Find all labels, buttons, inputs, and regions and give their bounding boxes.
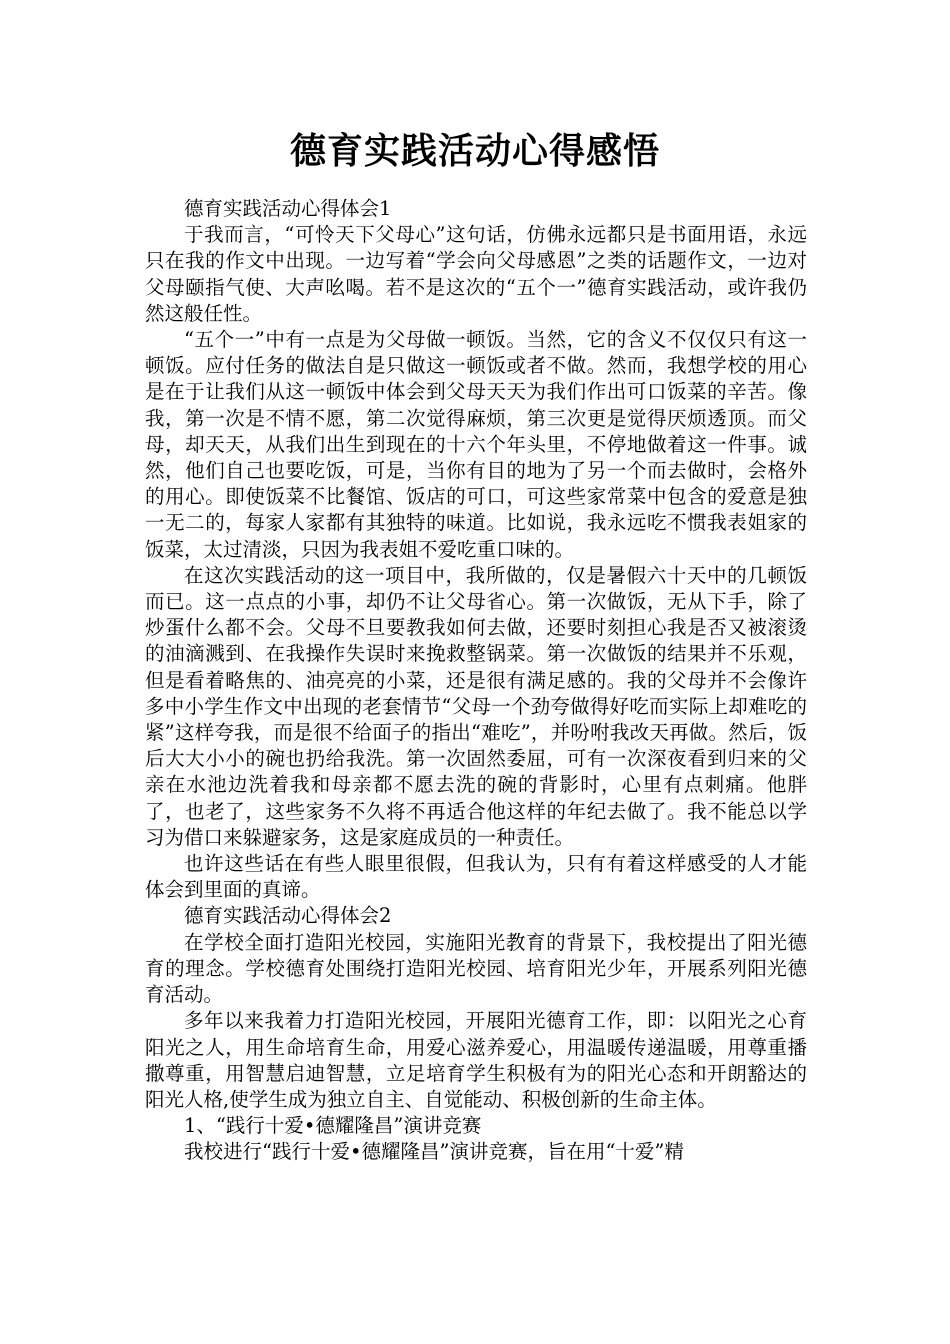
section-heading-1: 德育实践活动心得体会1	[184, 197, 392, 220]
paragraph: 我校进行“践行十爱•德耀隆昌”演讲竞赛，旨在用“十爱”精	[184, 1140, 684, 1164]
paragraph: “五个一”中有一点是为父母做一顿饭。当然，它的含义不仅仅只有这一顿饭。应付任务的做法自是只做这一顿饭或者不做。然而，我想学校的用心是在于让我们从这一顿饭中体会到父母天天为我们作出可口饭菜的辛苦。像我，第一次是不情不愿，第二次觉得麻烦，第三次更是觉得厌烦透顶。而父母，却天天，从我们出生到现在的十六个年头里，不停地做着这一件事。诚然，他们自己也要吃饭，可是，当你有目的地为了另一个而去做时，会格外的用心。即使饭菜不比餐馆、饭店的可口，可这些家常菜中包含的爱意是独一无二的，每家人家都有其独特的味道。比如说，我永远吃不惯我表姐家的饭菜，太过清淡，只因为我表姐不爱吃重口味的。	[145, 328, 807, 561]
paragraph: 也许这些话在有些人眼里很假，但我认为，只有有着这样感受的人才能体会到里面的真谛。	[145, 852, 807, 902]
list-item-heading: 1、“践行十爱•德耀隆昌”演讲竞赛	[184, 1114, 482, 1138]
paragraph: 在学校全面打造阳光校园，实施阳光教育的背景下，我校提出了阳光德育的理念。学校德育处围绕打造阳光校园、培育阳光少年，开展系列阳光德育活动。	[145, 930, 807, 1007]
document-body	[145, 196, 807, 1166]
paragraph: 多年以来我着力打造阳光校园，开展阳光德育工作，即：以阳光之心育阳光之人，用生命培育生命，用爱心滋养爱心，用温暖传递温暖，用尊重播撒尊重，用智慧启迪智慧，立足培育学生积极有为的阳光心态和开朗豁达的阳光人格,使学生成为独立自主、自觉能动、积极创新的生命主体。	[145, 1009, 807, 1111]
section-heading-2: 德育实践活动心得体会2	[184, 904, 392, 928]
paragraph: 于我而言，“可怜天下父母心”这句话，仿佛永远都只是书面用语，永远只在我的作文中出现。一边写着“学会向父母感恩”之类的话题作文，一边对父母颐指气使、大声吆喝。若不是这次的“五个一”德育实践活动，或许我仍然这般任性。	[145, 223, 807, 325]
paragraph: 在这次实践活动的这一项目中，我所做的，仅是暑假六十天中的几顿饭而已。这一点点的小事，却仍不让父母省心。第一次做饭，无从下手，除了炒蛋什么都不会。父母不旦要教我如何去做，还要时刻担心我是否又被滚烫的油滴溅到、在我操作失误时来挽救整锅菜。第一次做饭的结果并不乐观，但是看着略焦的、油亮亮的小菜，还是很有满足感的。我的父母并不会像许多中小学生作文中出现的老套情节“父母一个劲夸做得好吃而实际上却难吃的紧”这样夸我，而是很不给面子的指出“难吃”，并吩咐我改天再做。然后，饭后大大小小的碗也扔给我洗。第一次固然委屈，可有一次深夜看到归来的父亲在水池边洗着我和母亲都不愿去洗的碗的背影时，心里有点刺痛。他胖了，也老了，这些家务不久将不再适合他这样的年纪去做了。我不能总以学习为借口来躲避家务，这是家庭成员的一种责任。	[145, 563, 807, 849]
document-title: 德育实践活动心得感悟	[289, 131, 660, 172]
